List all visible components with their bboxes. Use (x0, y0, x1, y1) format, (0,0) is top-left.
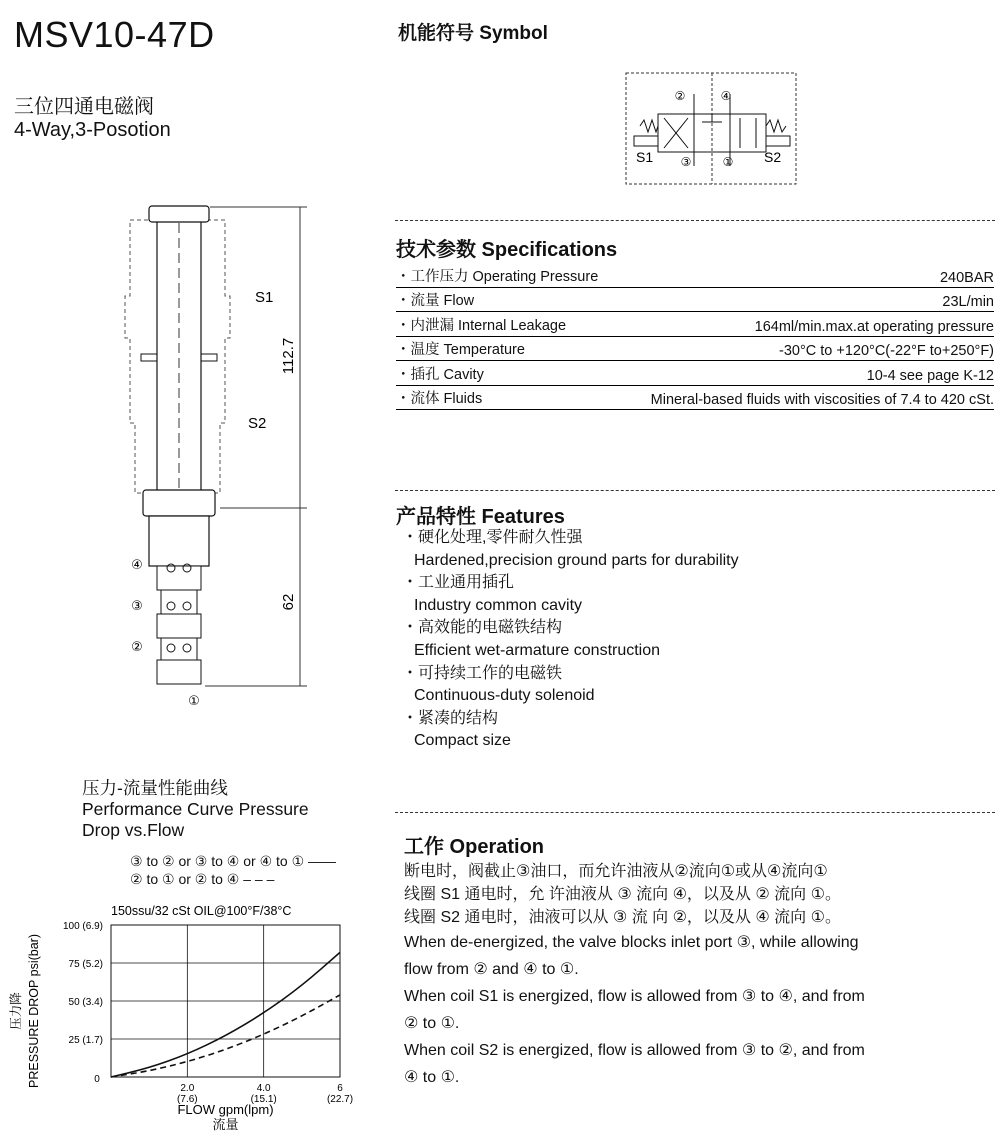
drawing-port-2: ② (131, 639, 143, 654)
spec-value: 164ml/min.max.at operating pressure (754, 318, 994, 335)
spec-value: Mineral-based fluids with viscosities of 7.4 to 420 cSt. (650, 392, 994, 408)
operation-cn-line: 线圈 S2 通电时，油液可以从 ③ 流 向 ②，以及从 ④ 流向 ①。 (404, 909, 841, 926)
feature-cn: ・紧凑的结构 (402, 709, 499, 727)
spring-left-icon (640, 120, 658, 132)
performance-chart (0, 895, 390, 1140)
y-tick-label: 25 (1.7) (68, 1035, 103, 1046)
legend-solid: ③ to ② or ③ to ④ or ④ to ① —— (130, 853, 337, 869)
operation-text (404, 860, 984, 1091)
valve-drawing (85, 198, 315, 718)
operation-en-line: When de-energized, the valve blocks inlet port ③, while allowing (404, 934, 859, 951)
features-title: 产品特性 Features (396, 506, 565, 528)
operation-en-line: ④ to ①. (404, 1069, 460, 1086)
x-tick-sublabel: (7.6) (177, 1094, 198, 1105)
symbol-port-4: ④ (720, 89, 732, 103)
x-tick-label: 6 (337, 1083, 343, 1094)
performance-title (82, 778, 309, 841)
spec-row (396, 386, 994, 411)
symbol-s1: S1 (636, 149, 654, 165)
top-nut (149, 206, 209, 222)
feature-en: Compact size (414, 732, 511, 750)
operation-cn-line: 断电时，阀截止③油口，而允许油液从②流向①或从④流向① (404, 863, 828, 880)
operation-en-line: flow from ② and ④ to ①. (404, 961, 579, 978)
performance-title-cn: 压力-流量性能曲线 (82, 778, 228, 798)
spec-label: ・内泄漏 Internal Leakage (396, 317, 567, 334)
symbol-port-2: ② (674, 89, 686, 103)
chart-legend (130, 852, 336, 888)
feature-cn: ・可持续工作的电磁铁 (402, 664, 563, 682)
spec-label: ・温度 Temperature (396, 342, 525, 358)
spec-label: ・工作压力 Operating Pressure (396, 268, 599, 285)
solenoid-left-icon (634, 136, 658, 146)
spec-row (396, 337, 994, 362)
symbol-s2: S2 (764, 149, 782, 165)
spring-right-icon (766, 120, 786, 132)
drawing-s1: S1 (255, 289, 274, 306)
operation-en-line: When coil S2 is energized, flow is allowed from ③ to ②, and from (404, 1042, 865, 1059)
subtitle-en: 4-Way,3-Posotion (14, 119, 171, 141)
model-title: MSV10-47D (14, 14, 215, 55)
y-axis-label-cn: 压力降 (9, 992, 23, 1030)
x-axis-label-cn: 流量 (212, 1117, 239, 1132)
land-1 (157, 660, 201, 684)
operation-en-line: ② to ①. (404, 1015, 460, 1032)
y-tick-label: 100 (6.9) (62, 921, 103, 932)
symbol-title: 机能符号 Symbol (398, 23, 548, 44)
spec-label: ・流量 Flow (396, 293, 475, 309)
spec-value: 23L/min (942, 294, 994, 310)
spec-value: -30°C to +120°C(-22°F to+250°F) (778, 343, 994, 359)
x-axis-label: FLOW gpm(lpm) (177, 1102, 274, 1117)
body-thread (149, 516, 209, 566)
land-4b (161, 590, 197, 614)
performance-title-en-2: Drop vs.Flow (82, 820, 185, 840)
x-tick-sublabel: (22.7) (326, 1094, 354, 1105)
pin-right (201, 354, 217, 361)
spec-title: 技术参数 Specifications (396, 239, 618, 261)
x-origin-label: 0 (94, 1074, 100, 1085)
y-tick-label: 50 (3.4) (68, 997, 103, 1008)
land-2 (161, 638, 197, 660)
feature-cn: ・工业通用插孔 (402, 574, 515, 592)
land-3 (157, 614, 201, 638)
y-axis-label: PRESSURE DROP psi(bar) (27, 934, 41, 1088)
hydraulic-symbol (620, 70, 800, 188)
pin-left (141, 354, 157, 361)
features-list (396, 527, 956, 753)
feature-en: Efficient wet-armature construction (414, 641, 661, 659)
drawing-s2: S2 (248, 415, 267, 432)
drawing-port-4: ④ (131, 557, 143, 572)
spec-row (396, 312, 994, 337)
spec-row (396, 361, 994, 386)
symbol-port-1: ① (722, 155, 734, 169)
spec-row (396, 263, 994, 288)
operation-title: 工作 Operation (404, 836, 545, 858)
body-hex (143, 490, 215, 516)
x-tick-label: 2.0 (180, 1083, 195, 1094)
feature-cn: ・硬化处理,零件耐久性强 (402, 529, 583, 546)
spec-label: ・流体 Fluids (396, 391, 483, 407)
spec-table (396, 263, 994, 410)
section-divider (395, 490, 995, 491)
dim-bottom: 62 (280, 593, 297, 611)
dim-top: 112.7 (280, 337, 297, 375)
performance-title-en-1: Performance Curve Pressure (82, 799, 309, 819)
drawing-port-1: ① (188, 693, 200, 708)
section-divider (395, 812, 995, 813)
operation-cn-line: 线圈 S1 通电时，允 许油液从 ③ 流向 ④，以及从 ② 流向 ①。 (404, 886, 841, 903)
spec-value: 240BAR (939, 269, 994, 286)
feature-cn: ・高效能的电磁铁结构 (402, 619, 563, 637)
spec-row (396, 288, 994, 313)
solenoid-right-icon (766, 136, 790, 146)
subtitle-cn: 三位四通电磁阀 (14, 96, 154, 118)
feature-en: Industry common cavity (414, 596, 583, 614)
chart-title: 150ssu/32 cSt OIL@100°F/38°C (111, 904, 292, 918)
x-tick-sublabel: (15.1) (250, 1094, 277, 1105)
spec-label: ・插孔 Cavity (396, 366, 484, 383)
section-divider (395, 220, 995, 221)
drawing-port-3: ③ (131, 598, 143, 613)
feature-en: Continuous-duty solenoid (414, 687, 595, 705)
symbol-port-3: ③ (680, 155, 692, 169)
land-4 (157, 566, 201, 590)
x-tick-label: 4.0 (256, 1083, 271, 1094)
operation-en-line: When coil S1 is energized, flow is allowed from ③ to ④, and from (404, 988, 865, 1005)
feature-en: Hardened,precision ground parts for durability (414, 551, 739, 569)
legend-dashed: ② to ① or ② to ④ – – – (130, 871, 275, 887)
symbol-pilot-border (626, 73, 796, 184)
y-tick-label: 75 (5.2) (68, 959, 103, 970)
spec-value: 10-4 see page K-12 (866, 367, 994, 384)
